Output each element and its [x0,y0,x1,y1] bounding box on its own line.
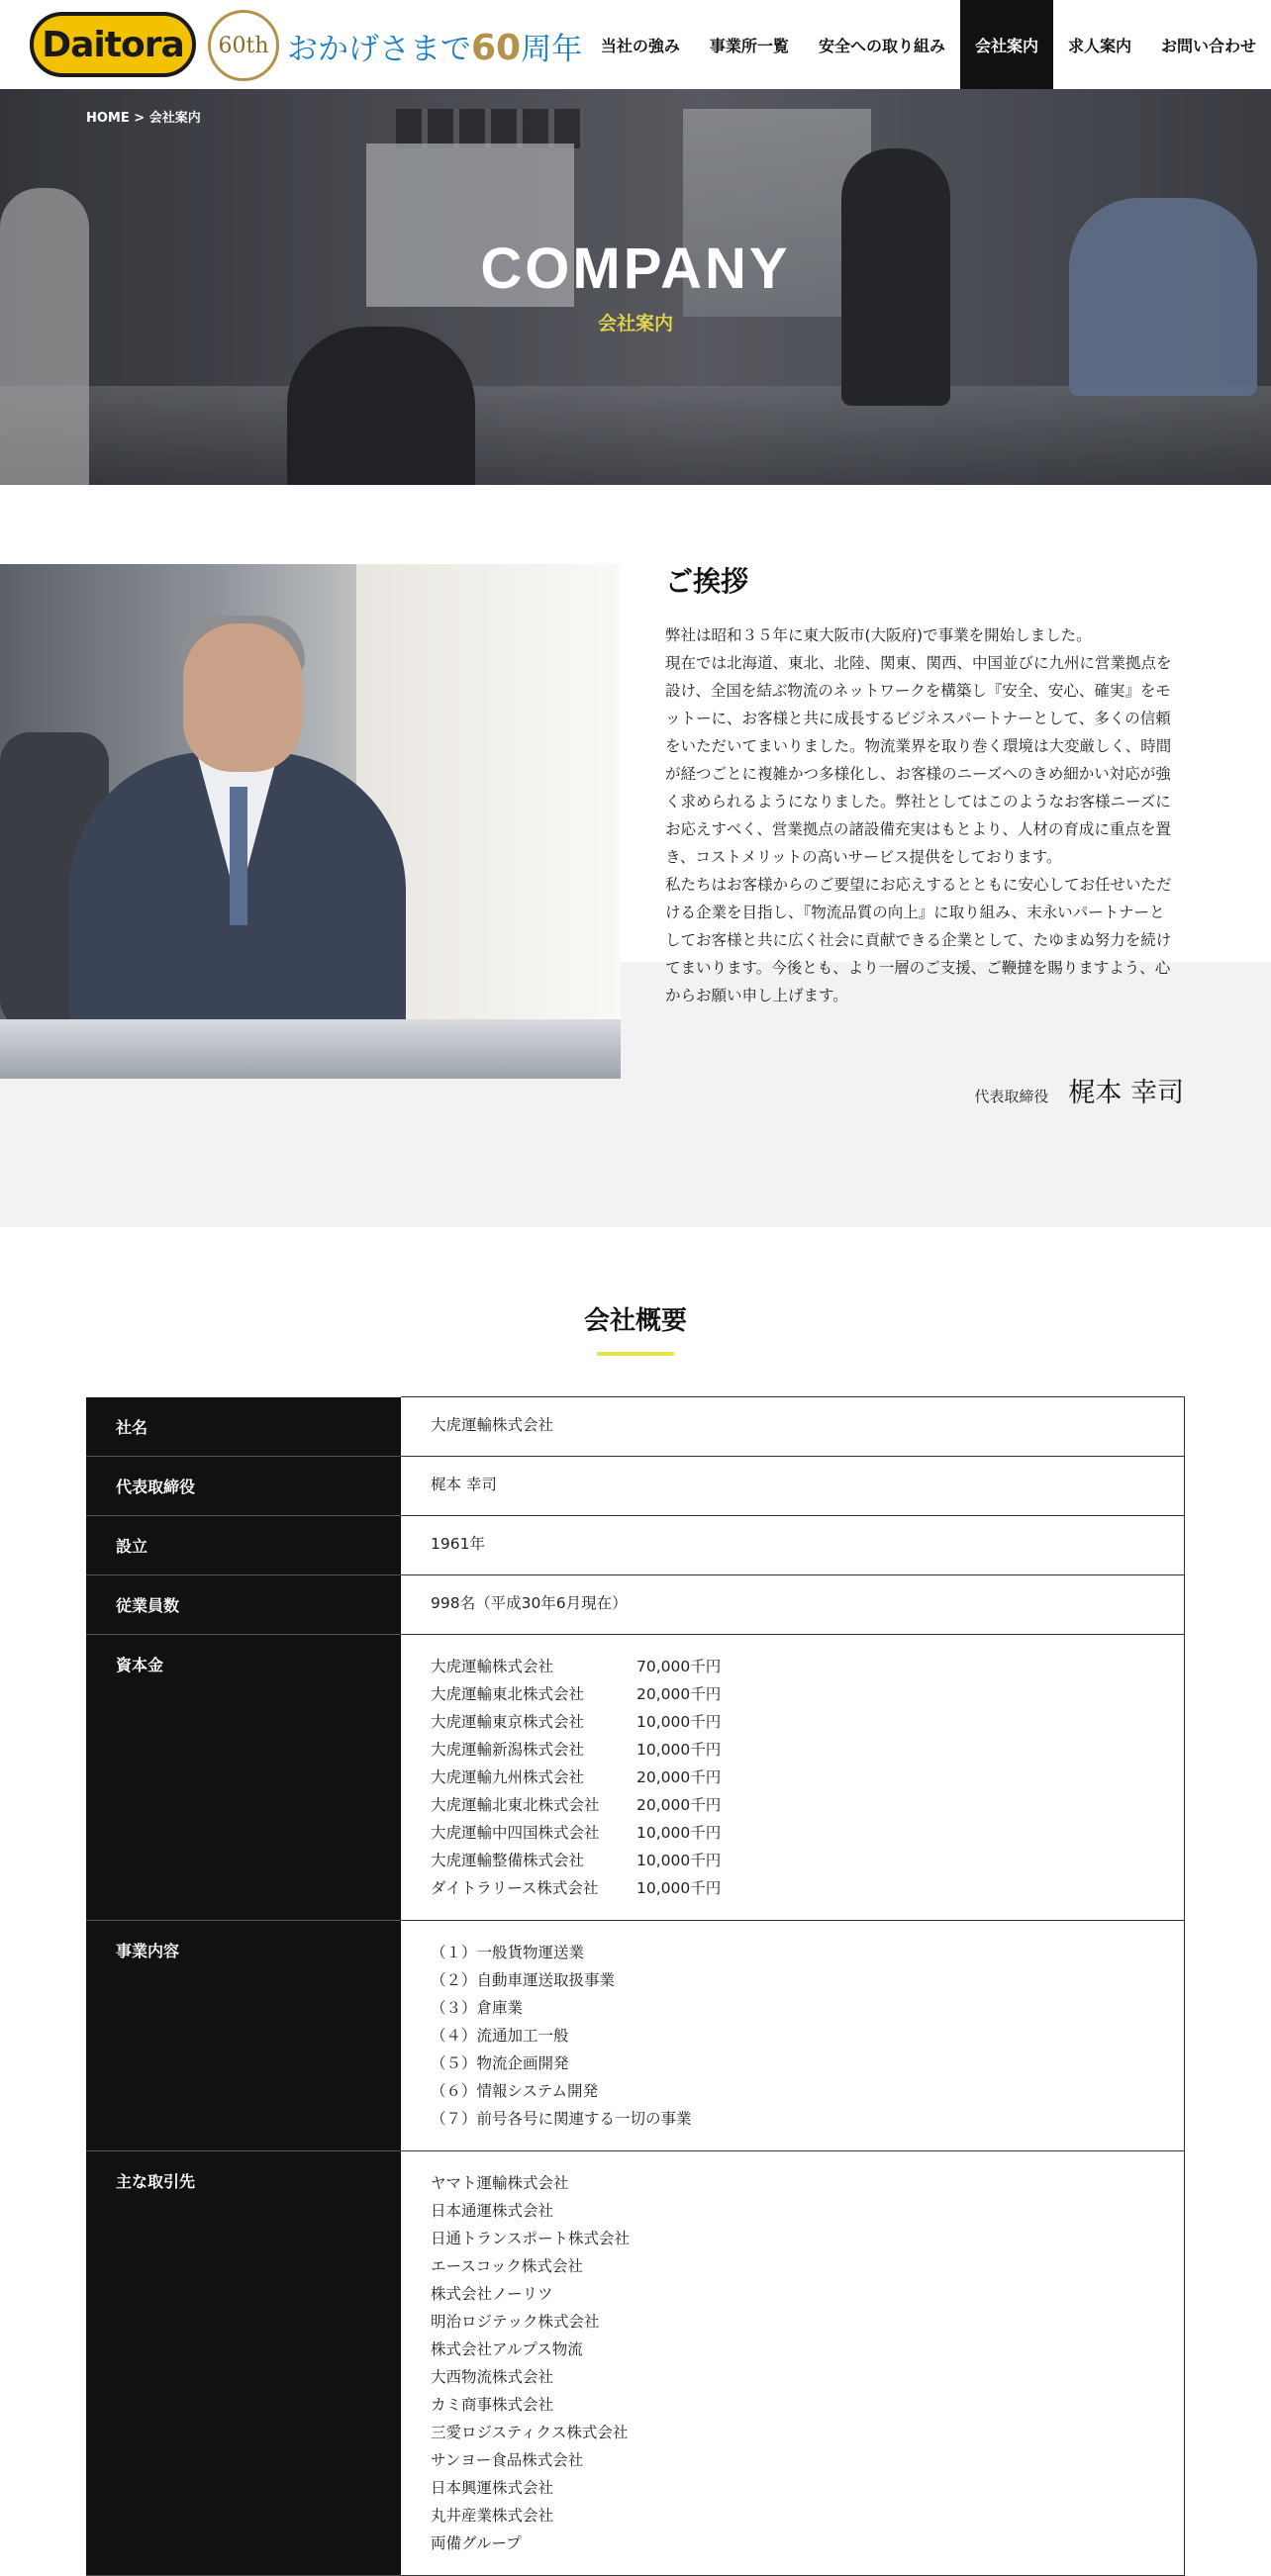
anniversary-banner [287,24,582,68]
nav-safety[interactable]: 安全への取り組み [818,36,945,55]
row-value: 大虎運輸株式会社 [401,1397,1185,1457]
capital-list [401,1634,1185,1920]
row-label: 設立 [86,1515,401,1574]
list-item: （７）前号各号に関連する一切の事業 [431,2109,692,2128]
list-item: （１）一般貨物運送業 [431,1943,585,1961]
nav-strengths[interactable]: 当社の強み [600,36,680,55]
capital-company: 大虎運輸整備株式会社 [431,1851,585,1869]
list-item: 三愛ロジスティクス株式会社 [431,2423,629,2441]
signature [974,1071,1184,1109]
list-item: （２）自動車運送取扱事業 [431,1970,616,1989]
nav-contact[interactable]: お問い合わせ [1160,36,1256,55]
clients-list [401,2150,1185,2575]
list-item: 株式会社アルプス物流 [431,2339,583,2358]
nav-company[interactable]: 会社案内 [960,0,1053,89]
list-item: （６）情報システム開発 [431,2081,598,2100]
list-item: ヤマト運輸株式会社 [431,2173,569,2192]
capital-item [431,1764,1154,1791]
overview-title: 会社概要 [583,1306,687,1336]
capital-amount: 70,000千円 [636,1657,722,1675]
signature-name: 梶本 幸司 [1068,1078,1184,1108]
list-item: 丸井産業株式会社 [431,2506,554,2525]
emblem-text: 60th [218,33,269,58]
list-item: 日通トランスポート株式会社 [431,2229,631,2247]
list-item: （４）流通加工一般 [431,2026,569,2045]
capital-amount: 10,000千円 [636,1712,722,1731]
list-item: サンヨー食品株式会社 [431,2450,584,2469]
table-row [86,1456,1185,1515]
capital-amount: 10,000千円 [636,1878,722,1897]
table-row [86,2150,1185,2575]
portrait-desk [0,1019,621,1079]
title-underline [597,1352,674,1356]
capital-item [431,1874,1154,1902]
capital-item [431,1680,1154,1708]
capital-amount: 10,000千円 [636,1851,722,1869]
row-value: 1961年 [401,1515,1185,1574]
capital-company: 大虎運輸北東北株式会社 [431,1795,600,1814]
table-row [86,1515,1185,1574]
list-item: 日本興運株式会社 [431,2478,554,2497]
president-portrait [0,564,621,1079]
table-row [86,1574,1185,1634]
row-label: 事業内容 [86,1920,401,2150]
anniversary-number: 60 [471,28,522,68]
anniversary-prefix: おかげさまで [287,32,471,67]
row-label: 社名 [86,1397,401,1457]
site-header [0,0,1271,89]
breadcrumb[interactable]: HOME > 会社案内 [86,111,201,126]
capital-amount: 20,000千円 [636,1795,722,1814]
list-item: カミ商事株式会社 [431,2395,554,2414]
row-label: 従業員数 [86,1574,401,1634]
row-value: 梶本 幸司 [401,1456,1185,1515]
capital-item [431,1847,1154,1874]
list-item: （５）物流企画開発 [431,2053,569,2072]
company-info-table [86,1396,1185,2576]
row-value: 998名（平成30年6月現在） [401,1574,1185,1634]
capital-company: 大虎運輸株式会社 [431,1657,554,1675]
capital-company: 大虎運輸九州株式会社 [431,1767,585,1786]
capital-amount: 10,000千円 [636,1823,722,1842]
capital-item [431,1708,1154,1736]
capital-company: 大虎運輸東北株式会社 [431,1684,585,1703]
list-item: 両備グループ [431,2533,522,2552]
capital-amount: 10,000千円 [636,1740,722,1759]
list-item: エースコック株式会社 [431,2256,583,2275]
list-item: （３）倉庫業 [431,1998,524,2017]
anniversary-emblem-icon [208,10,279,81]
list-item: 明治ロジテック株式会社 [431,2312,600,2331]
business-list [401,1920,1185,2150]
hero-banner [0,89,1271,485]
capital-company: ダイトラリース株式会社 [431,1878,599,1897]
page-subtitle: 会社案内 [597,313,673,334]
row-label: 資本金 [86,1634,401,1920]
list-item: 日本通運株式会社 [431,2201,554,2220]
daitora-logo[interactable] [30,12,196,77]
greeting-body: 弊社は昭和３５年に東大阪市(大阪府)で事業を開始しました。 現在では北海道、東北、北陸、関東、関西、中国並びに九州に営業拠点を設け、全国を結ぶ物流のネットワークを構築し『安全、安心、確実』をモットーに、お客様と共に成長するビジネスパートナーとして、多くの信頼をいただいてまいりました。物流業界を取り巻く環境は大変厳しく、時間が経つごとに複雑かつ多様化し、お客様のニーズへのきめ細かい対応が強く求められるようになりました。弊社としてはこのようなお客様ニーズにお応えすべく、営業拠点の諸設備充実はもとより、人材の育成に重点を置き、コストメリットの高いサービス提供をしております。 私たちはお客様からのご要望にお応えするとともに安心してお任せいただける企業を目指し、『物流品質の向上』に取り組み、末永いパートナーとしてお客様と共に広く社会に貢献できる企業として、たゆまぬ努力を続けてまいります。今後とも、より一層のご支援、ご鞭撻を賜りますよう、心からお願い申し上げます。 [665,626,1172,1004]
capital-company: 大虎運輸東京株式会社 [431,1712,585,1731]
capital-amount: 20,000千円 [636,1767,722,1786]
logo-text: Daitora [42,24,184,65]
main-nav [586,0,1271,89]
capital-item [431,1653,1154,1680]
table-row [86,1920,1185,2150]
list-item: 大西物流株式会社 [431,2367,554,2386]
row-label: 代表取締役 [86,1456,401,1515]
capital-item [431,1819,1154,1847]
nav-offices[interactable]: 事業所一覧 [709,36,789,55]
greeting-title: ご挨拶 [665,565,749,598]
row-label: 主な取引先 [86,2150,401,2575]
list-item: 株式会社ノーリツ [431,2284,553,2303]
capital-item [431,1791,1154,1819]
anniversary-suffix: 周年 [521,32,583,67]
table-row [86,1634,1185,1920]
nav-recruit[interactable]: 求人案内 [1067,36,1131,55]
portrait-face [183,623,302,772]
portrait-tie [230,787,247,925]
capital-company: 大虎運輸中四国株式会社 [431,1823,600,1842]
capital-item [431,1736,1154,1764]
signature-role: 代表取締役 [974,1088,1049,1105]
page-title: COMPANY [480,237,791,301]
capital-amount: 20,000千円 [636,1684,722,1703]
capital-company: 大虎運輸新潟株式会社 [431,1740,585,1759]
table-row [86,1397,1185,1457]
